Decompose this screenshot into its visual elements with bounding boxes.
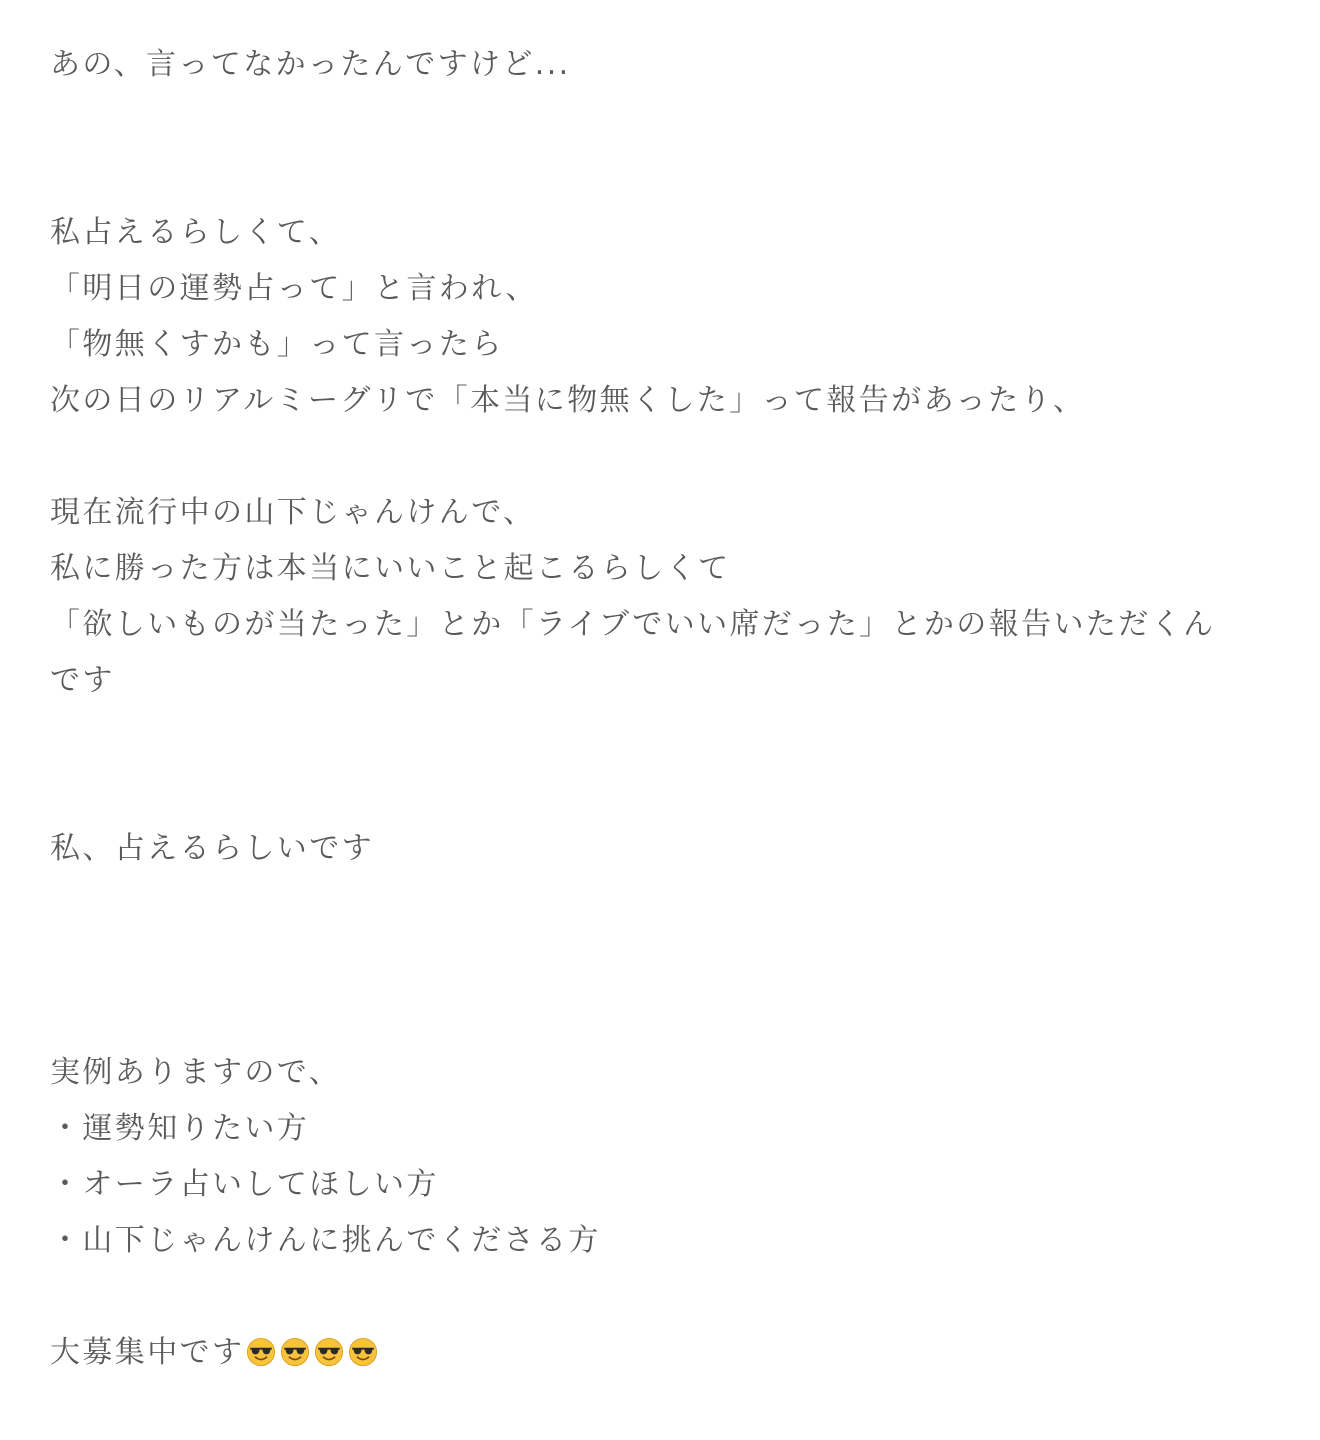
blank-line (50, 933, 1280, 989)
text-line: 現在流行中の山下じゃんけんで、 (50, 495, 536, 530)
blank-line (50, 429, 1280, 485)
blank-line (50, 149, 1280, 205)
blank-line (50, 1269, 1280, 1325)
text-line: です (50, 663, 115, 698)
blank-line (50, 709, 1280, 765)
text-line: あの、言ってなかったんですけど... (50, 47, 571, 82)
text-line: 次の日のリアルミーグリで「本当に物無くした」って報告があったり、 (50, 383, 1086, 418)
blank-line (50, 989, 1280, 1045)
text-line: 私占えるらしくて、 (50, 215, 341, 250)
smiling-face-with-sunglasses-icon (246, 1337, 276, 1367)
emoji-group (246, 1326, 382, 1382)
text-line: 「明日の運勢占って」と言われ、 (50, 271, 538, 306)
closing-text: 大募集中です (50, 1335, 245, 1370)
list-item: ・山下じゃんけんに挑んでくださる方 (50, 1223, 601, 1258)
smiling-face-with-sunglasses-icon (280, 1337, 310, 1367)
smiling-face-with-sunglasses-icon (348, 1337, 378, 1367)
text-line: 「物無くすかも」って言ったら (50, 327, 504, 362)
text-line: 実例ありますので、 (50, 1055, 341, 1090)
text-line: 私に勝った方は本当にいいこと起こるらしくて (50, 551, 731, 586)
list-item: ・オーラ占いしてほしい方 (50, 1167, 439, 1202)
text-line: 「欲しいものが当たった」とか「ライブでいい席だった」とかの報告いただくん (50, 607, 1216, 642)
closing-line (50, 1325, 1280, 1381)
list-item: ・運勢知りたい方 (50, 1111, 310, 1146)
blank-line (50, 93, 1280, 149)
post-body (50, 37, 1280, 1381)
smiling-face-with-sunglasses-icon (314, 1337, 344, 1367)
blank-line (50, 877, 1280, 933)
blank-line (50, 765, 1280, 821)
text-line: 私、占えるらしいです (50, 831, 374, 866)
